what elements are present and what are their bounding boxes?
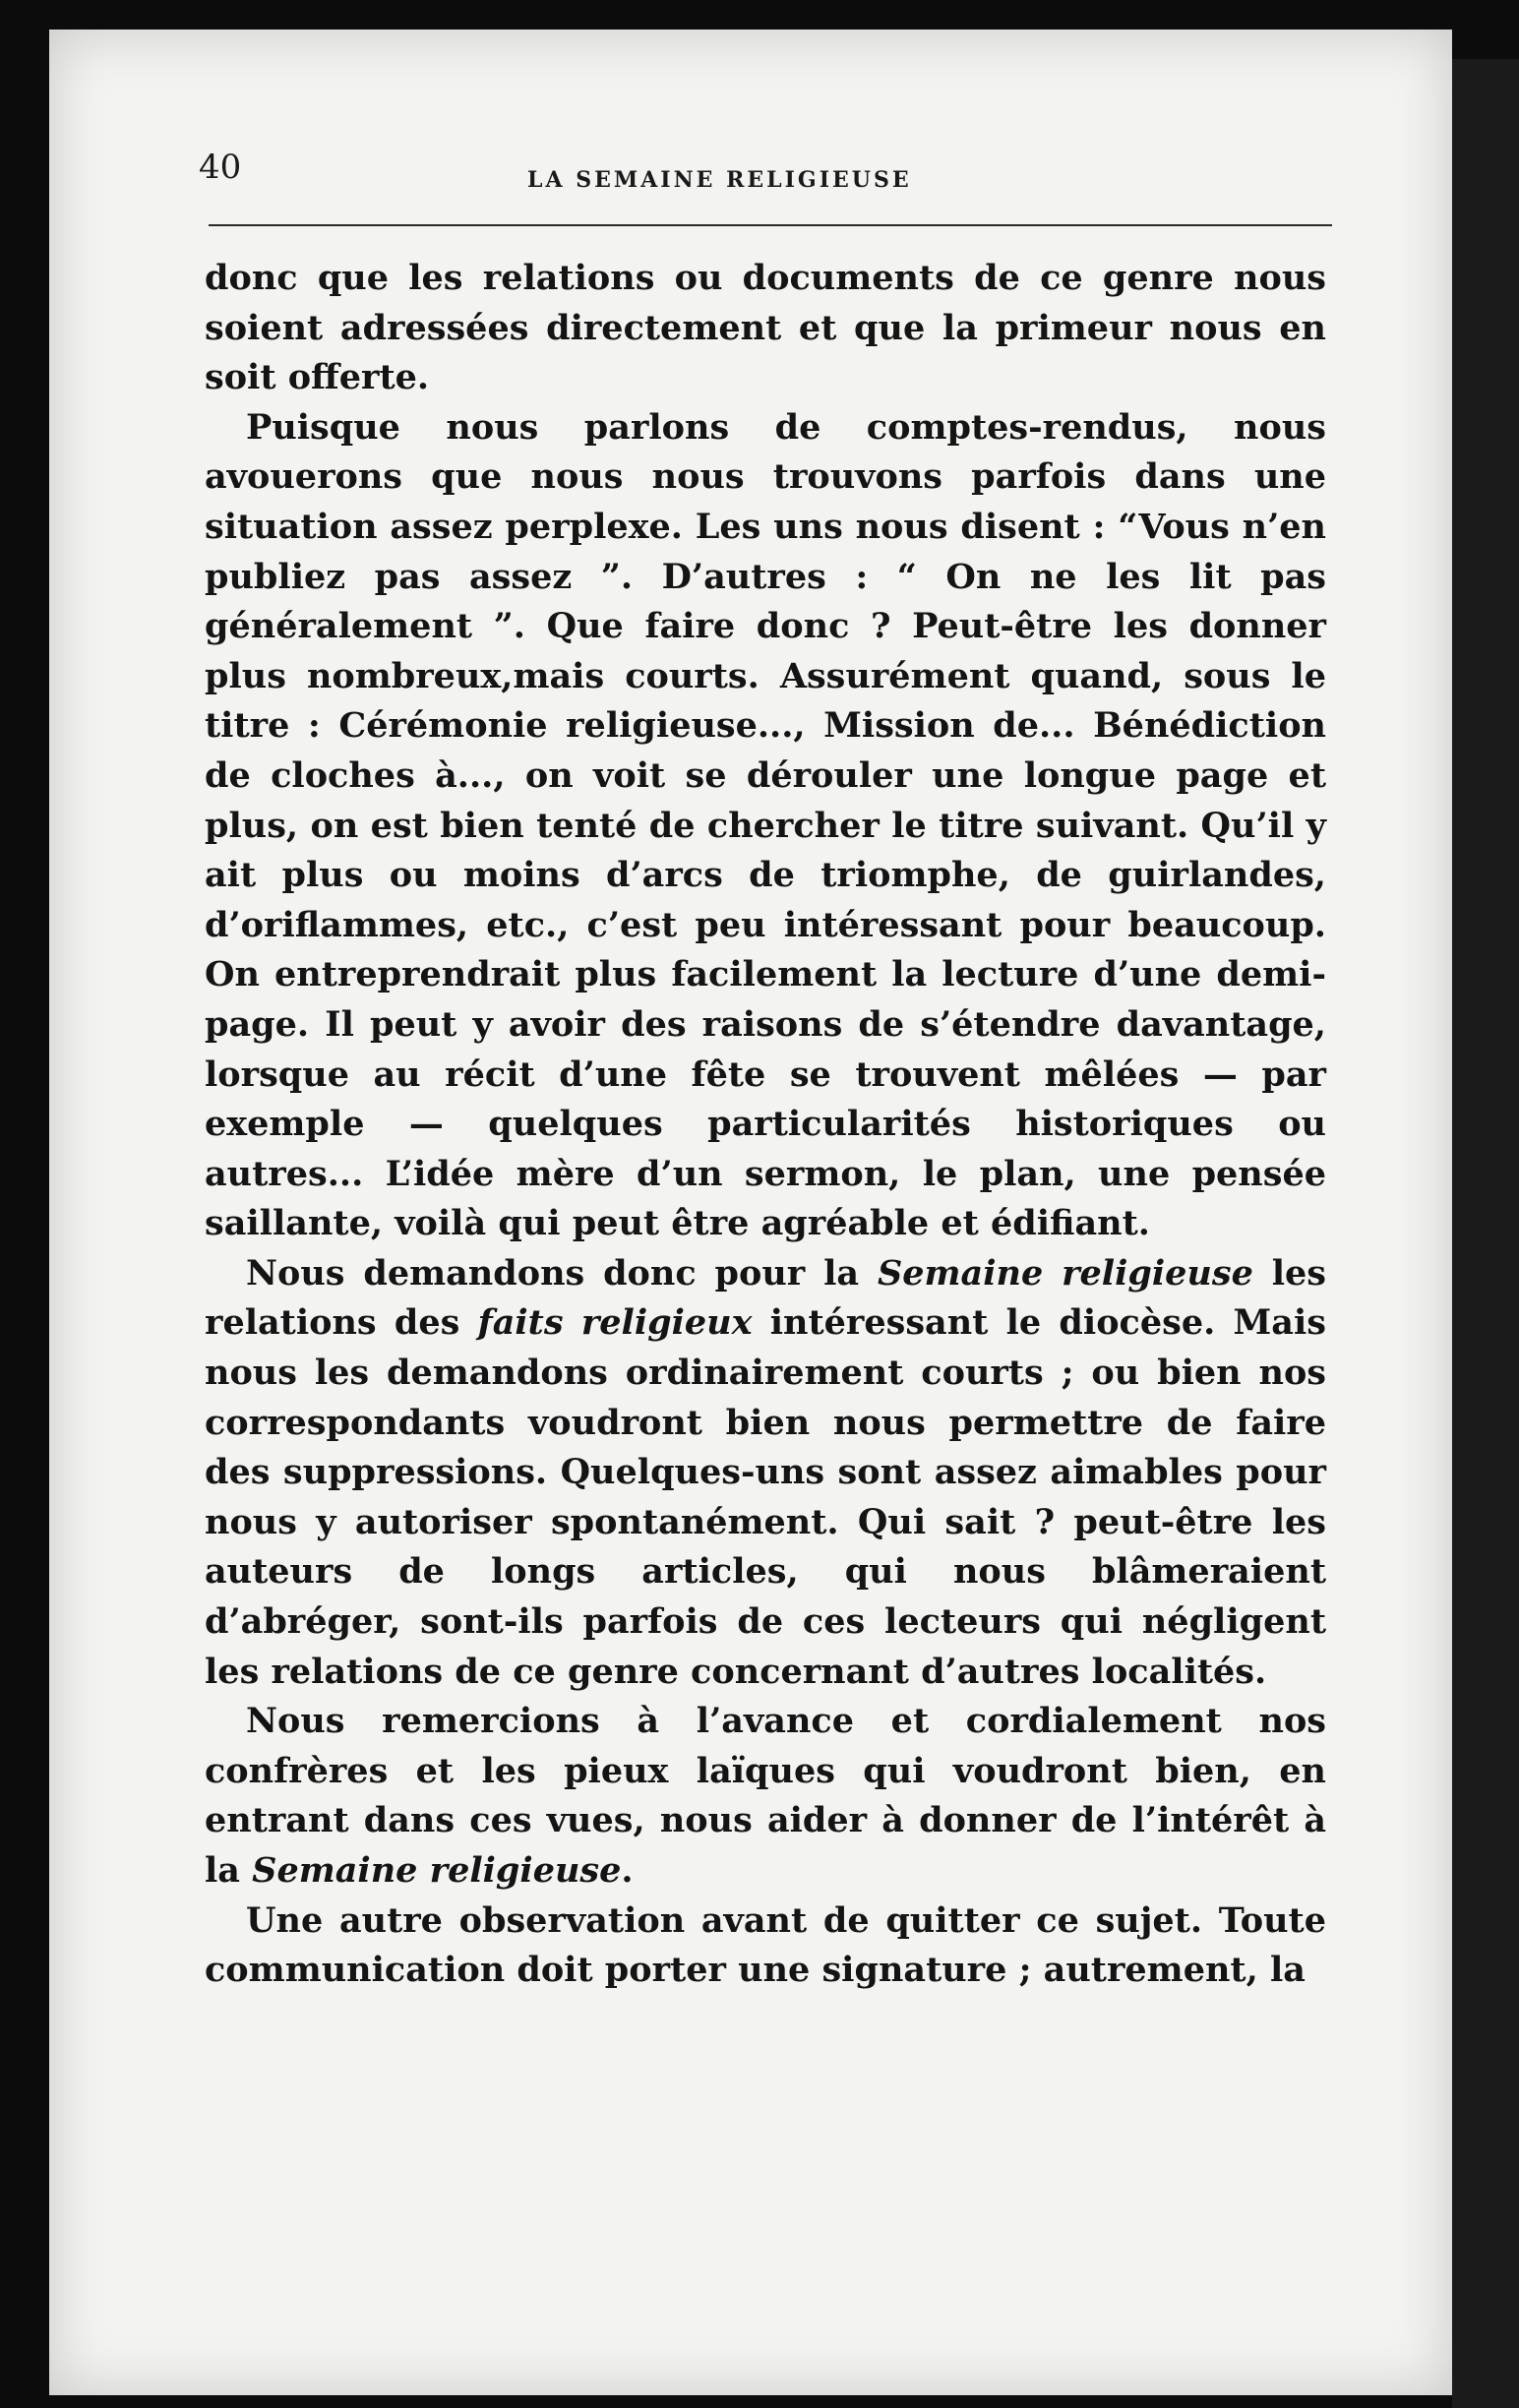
text-run: donc que les relations ou documents de ce genre nous soient adressées directement et que la primeur nous en soit offerte. <box>205 258 1326 398</box>
paragraph <box>205 1896 1326 1996</box>
text-run: Puisque nous parlons de comptes-rendus, nous avouerons que nous nous trouvons parfois dans une situation assez perplexe. Les uns nous disent : “Vous n’en publiez pas assez ”. D’autres : “ On ne les lit pas généralement ”. Que faire donc ? Peut-être les donner plus nombreux,mais courts. Assurément quand, sous le titre : Cérémonie religieuse..., Mission de... Bénédiction de cloches à..., on voit se dérouler une longue page et plus, on est bien tenté de chercher le titre suivant. Qu’il y ait plus ou moins d’arcs de triomphe, de guirlandes, d’oriflammes, etc., c’est peu intéressant pour beaucoup. On entreprendrait plus facilement la lecture d’une demi-page. Il peut y avoir des raisons de s’étendre davantage, lorsque au récit d’une fête se trouvent mêlées — par exemple — quelques particularités historiques ou autres... L’idée mère d’un sermon, le plan, une pensée saillante, voilà qui peut être agréable et édifiant. <box>205 406 1326 1244</box>
header-rule <box>209 224 1332 226</box>
page-number: 40 <box>199 148 242 187</box>
text-run: . <box>621 1850 634 1891</box>
paragraph <box>205 403 1326 1249</box>
body-text <box>205 254 1326 1996</box>
text-run: les relations des <box>205 1252 1326 1344</box>
paragraph <box>205 1697 1326 1896</box>
text-run: Nous demandons donc pour la <box>246 1252 878 1294</box>
text-run: Nous remercions à l’avance et cordialement nos confrères et les pieux laïques qui voudront bien, en entrant dans ces vues, nous aider à donner de l’intérêt à la <box>205 1701 1326 1891</box>
page-header <box>49 116 1452 195</box>
paragraph <box>205 1249 1326 1697</box>
text-run: intéressant le diocèse. Mais nous les demandons ordinairement courts ; ou bien nos correspondants voudront bien nous permettre de faire des suppressions. Quelques-uns sont assez aimables pour nous y autoriser spontanément. Qui sait ? peut-être les auteurs de longs articles, qui nous blâmeraient d’abréger, sont-ils parfois de ces lecteurs qui négligent les relations de ce genre concernant d’autres localités. <box>205 1302 1326 1692</box>
italic-title: Semaine religieuse <box>877 1252 1253 1294</box>
italic-title: Semaine religieuse <box>252 1850 622 1891</box>
running-title: LA SEMAINE RELIGIEUSE <box>527 167 912 193</box>
paragraph <box>205 254 1326 403</box>
italic-phrase: faits religieux <box>477 1302 753 1344</box>
text-run: Une autre observation avant de quitter ce sujet. Toute communication doit porter une signature ; autrement, la <box>205 1899 1326 1991</box>
book-spine-shadow <box>1452 59 1519 2408</box>
book-page <box>49 30 1452 2395</box>
